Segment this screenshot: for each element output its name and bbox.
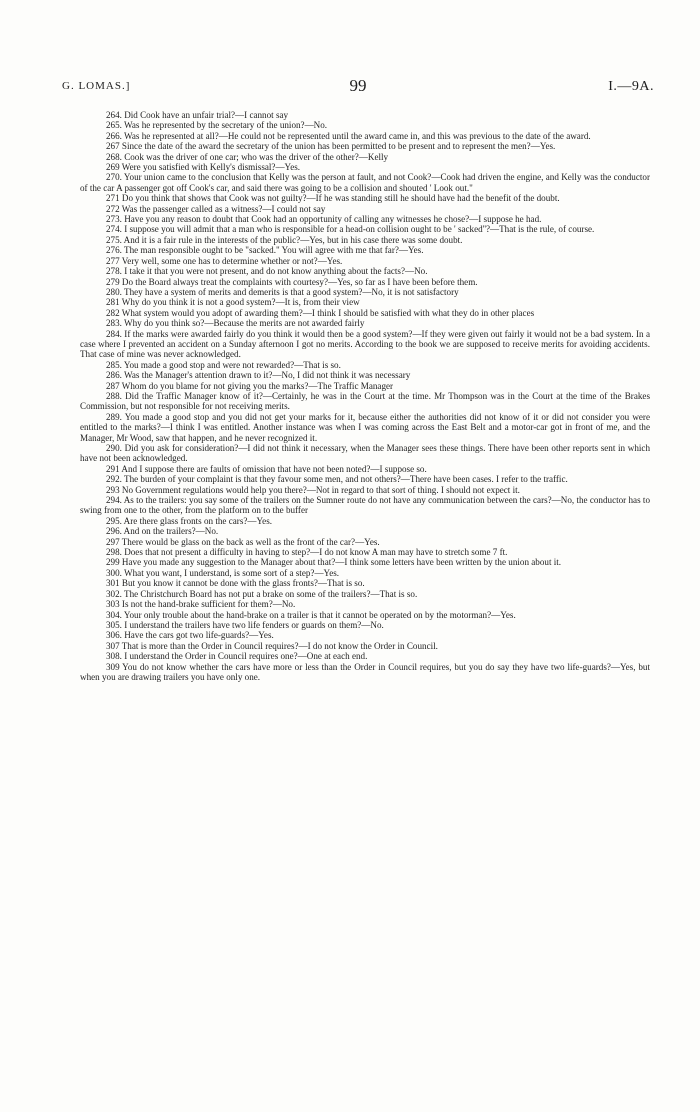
testimony-paragraph: 280. They have a system of merits and demerits is that a good system?—No, it is not satisfactory <box>106 286 459 297</box>
testimony-paragraph: 264. Did Cook have an unfair trial?—I cannot say <box>106 110 289 120</box>
testimony-paragraph: 296. And on the trailers?—No. <box>106 526 219 537</box>
testimony-paragraph: 278. I take it that you were not present, and do not know anything about the facts?—No. <box>106 266 428 277</box>
testimony-paragraph: 305. I understand the trailers have two life fenders or guards on them?—No. <box>106 619 384 630</box>
testimony-paragraph: 273. Have you any reason to doubt that Cook had an opportunity of calling any witnesses he chose?—I suppose he had. <box>106 214 542 225</box>
testimony-paragraph: 294. As to the trailers: you say some of the trailers on the Sumner route do not have any communication between the cars?—No, the conductor has to swing from one to the other, from the platform on to the buffer <box>80 495 650 516</box>
witness-name: G. LOMAS.] <box>62 80 131 92</box>
testimony-paragraph: 279 Do the Board always treat the complaints with courtesy?—Yes, so far as I have been before them. <box>106 276 478 287</box>
testimony-paragraph: 301 But you know it cannot be done with the glass fronts?—That is so. <box>106 578 365 589</box>
testimony-paragraph: 276. The man responsible ought to be "sacked." You will agree with me that far?—Yes. <box>106 245 424 256</box>
testimony-paragraph: 283. Why do you think so?—Because the merits are not awarded fairly <box>106 318 365 329</box>
testimony-paragraph: 289. You made a good stop and you did not get your marks for it, because either the authorities did not know of it or did not consider you were entitled to the marks?—I think I was entitled. Another instance was when I was coming across the East Belt and a motor-car got in front of me, and the Manager, Mr Wood, saw that happen, and he never recognized it. <box>80 411 650 443</box>
testimony-paragraph: 268. Cook was the driver of one car; who was the driver of the other?—Kelly <box>106 151 389 162</box>
testimony-paragraph: 303 Is not the hand-brake sufficient for them?—No. <box>106 599 296 610</box>
testimony-paragraph: 304. Your only trouble about the hand-brake on a trailer is that it cannot be operated on by the motorman?—Yes. <box>106 609 516 620</box>
testimony-paragraph: 308. I understand the Order in Council requires one?—One at each end. <box>106 651 368 662</box>
testimony-paragraph: 306. Have the cars got two life-guards?—Yes. <box>106 630 274 641</box>
testimony-paragraph: 292. The burden of your complaint is that they favour some men, and not others?—There have been cases. I refer to the traffic. <box>106 474 568 485</box>
testimony-paragraph: 282 What system would you adopt of awarding them?—I think I should be satisfied with what they do in other places <box>106 307 535 318</box>
document-reference: I.—9A. <box>608 79 654 94</box>
testimony-paragraph: 285. You made a good stop and were not rewarded?—That is so. <box>106 359 341 370</box>
testimony-paragraph: 274. I suppose you will admit that a man who is responsible for a head-on collision ought to be ' sacked''?—That is the rule, of course. <box>106 224 595 235</box>
testimony-paragraph: 271 Do you think that shows that Cook was not guilty?—If he was standing still he should have had the benefit of the doubt. <box>106 193 560 204</box>
testimony-paragraph: 281 Why do you think it is not a good system?—It is, from their view <box>106 297 360 308</box>
testimony-paragraph: 293 No Government regulations would help you there?—Not in regard to that sort of thing. I should not expect it. <box>106 484 520 495</box>
testimony-paragraph: 287 Whom do you blame for not giving you the marks?—The Traffic Manager <box>106 380 394 391</box>
testimony-paragraph: 265. Was he represented by the secretary of the union?—No. <box>106 120 328 131</box>
testimony-paragraph: 309 You do not know whether the cars have more or less than the Order in Council requires, but you do say they have two life-guards?—Yes, but when you are drawing trailers you have only one. <box>80 661 650 682</box>
testimony-paragraph: 300. What you want, I understand, is some sort of a step?—Yes. <box>106 567 340 578</box>
testimony-paragraph: 288. Did the Traffic Manager know of it?—Certainly, he was in the Court at the time. Mr Thompson was in the Court at the time of the Brakes Commission, but not responsible for not receiving merits. <box>80 390 650 412</box>
testimony-paragraph: 275. And it is a fair rule in the interests of the public?—Yes, but in his case there was some doubt. <box>106 234 463 245</box>
testimony-paragraph: 284. If the marks were awarded fairly do you think it would then be a good system?—If they were given out fairly it would not be a bad system. In a case where I prevented an accident on a Sunday afternoon I got no merits. According to the book we are supposed to receive merits for avoiding accidents. That case of mine was never acknowledged. <box>80 328 650 360</box>
testimony-paragraph: 295. Are there glass fronts on the cars?—Yes. <box>106 515 273 526</box>
testimony-paragraph: 267 Since the date of the award the secretary of the union has been permitted to be present and to represent the men?—Yes. <box>106 141 556 152</box>
testimony-paragraph: 302. The Christchurch Board has not put a brake on some of the trailers?—That is so. <box>106 588 418 599</box>
testimony-paragraph: 298. Does that not present a difficulty in having to step?—I do not know A man may have to stretch some 7 ft. <box>106 547 508 558</box>
testimony-paragraph: 269 Were you satisfied with Kelly's dismissal?—Yes. <box>106 162 301 173</box>
testimony-paragraph: 299 Have you made any suggestion to the Manager about that?—I think some letters have been written by the union about it. <box>106 557 562 568</box>
testimony-paragraph: 286. Was the Manager's attention drawn to it?—No, I did not think it was necessary <box>106 370 411 381</box>
testimony-paragraph: 290. Did you ask for consideration?—I did not think it necessary, when the Manager sees these things. There have been other reports sent in which have not been acknowledged. <box>80 443 650 464</box>
testimony-paragraph: 266. Was he represented at all?—He could not be represented until the award came in, and this was previous to the date of the award. <box>106 130 591 141</box>
testimony-paragraph: 297 There would be glass on the back as well as the front of the car?—Yes. <box>106 536 380 547</box>
testimony-paragraph: 270. Your union came to the conclusion that Kelly was the person at fault, and not Cook?—Cook had driven the engine, and Kelly was the conductor of the car A passenger got off Cook's car, and said there was going to be a collision and shouted ' Look out." <box>80 172 650 193</box>
testimony-paragraph: 291 And I suppose there are faults of omission that have not been noted?—I suppose so. <box>106 463 427 474</box>
testimony-paragraph: 272 Was the passenger called as a witness?—I could not say <box>106 203 326 214</box>
testimony-paragraph: 307 That is more than the Order in Council requires?—I do not know the Order in Council. <box>106 640 438 651</box>
testimony-paragraph: 277 Very well, some one has to determine whether or not?—Yes. <box>106 255 343 266</box>
page-number: 99 <box>349 76 367 95</box>
page-header <box>62 76 654 98</box>
testimony-body <box>80 110 650 682</box>
